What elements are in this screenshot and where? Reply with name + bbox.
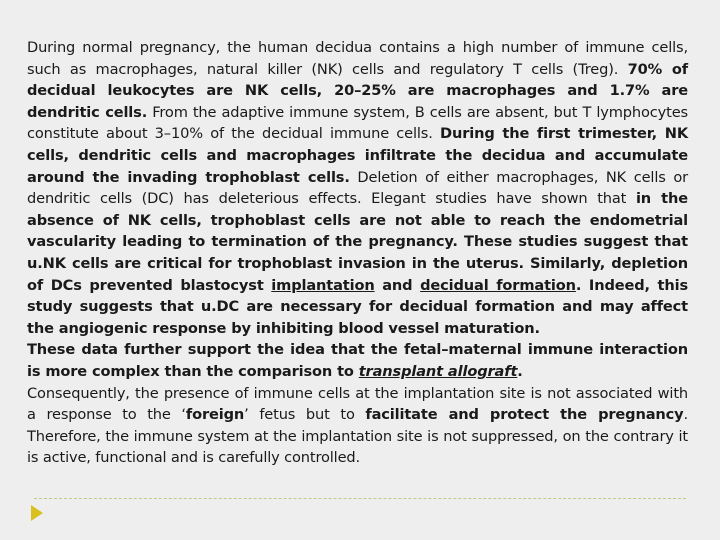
text-run: foreign [185, 406, 245, 424]
paragraph-1 [27, 37, 688, 339]
link-decidual-formation: decidual formation [420, 276, 576, 294]
text-run: From the adaptive immune system, B cells are absent, but T lymphocytes constitute about 3–10% of the decidual immune cells. [27, 103, 688, 143]
text-run: Deletion of either macrophages, NK cells or dendritic cells (DC) has deleterious effects. Elegant studies have shown that [27, 168, 688, 208]
paragraph-3 [27, 383, 688, 469]
text-run: in the absence of NK cells, trophoblast cells are not able to reach the endometrial vascularity leading to termination of the pregnancy. These studies suggest that u.NK cells are critical for trophoblast invasion in the uterus. Similarly, depletion of DCs prevented blastocyst [27, 190, 688, 294]
text-run: and [374, 276, 421, 294]
body-text [27, 37, 688, 469]
text-run: These data further support the idea that the fetal–maternal immune interaction is more complex than the comparison to [27, 341, 688, 380]
text-run: . Therefore, the immune system at the implantation site is not suppressed, on the contrary it is active, functional and is carefully controlled. [27, 406, 688, 467]
text-run: Consequently, the presence of immune cells at the implantation site is not associated with a response to the ‘ [27, 384, 688, 424]
text-run: During normal pregnancy, the human decidua contains a high number of immune cells, such as macrophages, natural killer (NK) cells and regulatory T cells (Treg). [27, 39, 688, 78]
paragraph-2 [27, 339, 688, 382]
text-run: . Indeed, this study suggests that u.DC are necessary for decidual formation and may affect the angiogenic response by inhibiting blood vessel maturation. [27, 276, 689, 337]
text-run: 70% of decidual leukocytes are NK cells, 20–25% are macrophages and 1.7% are dendritic cells. [27, 60, 688, 121]
triangle-bullet-icon [31, 505, 43, 521]
link-implantation: implantation [271, 276, 375, 294]
text-run: During the first trimester, NK cells, dendritic cells and macrophages infiltrate the decidua and accumulate around the invading trophoblast cells. [27, 125, 688, 186]
text-run: facilitate and protect the pregnancy [365, 406, 684, 424]
link-transplant-allograft: transplant allograft [358, 362, 518, 380]
footer-divider [34, 498, 686, 499]
text-run: ’ fetus but to [244, 406, 366, 424]
text-run: . [517, 362, 523, 380]
